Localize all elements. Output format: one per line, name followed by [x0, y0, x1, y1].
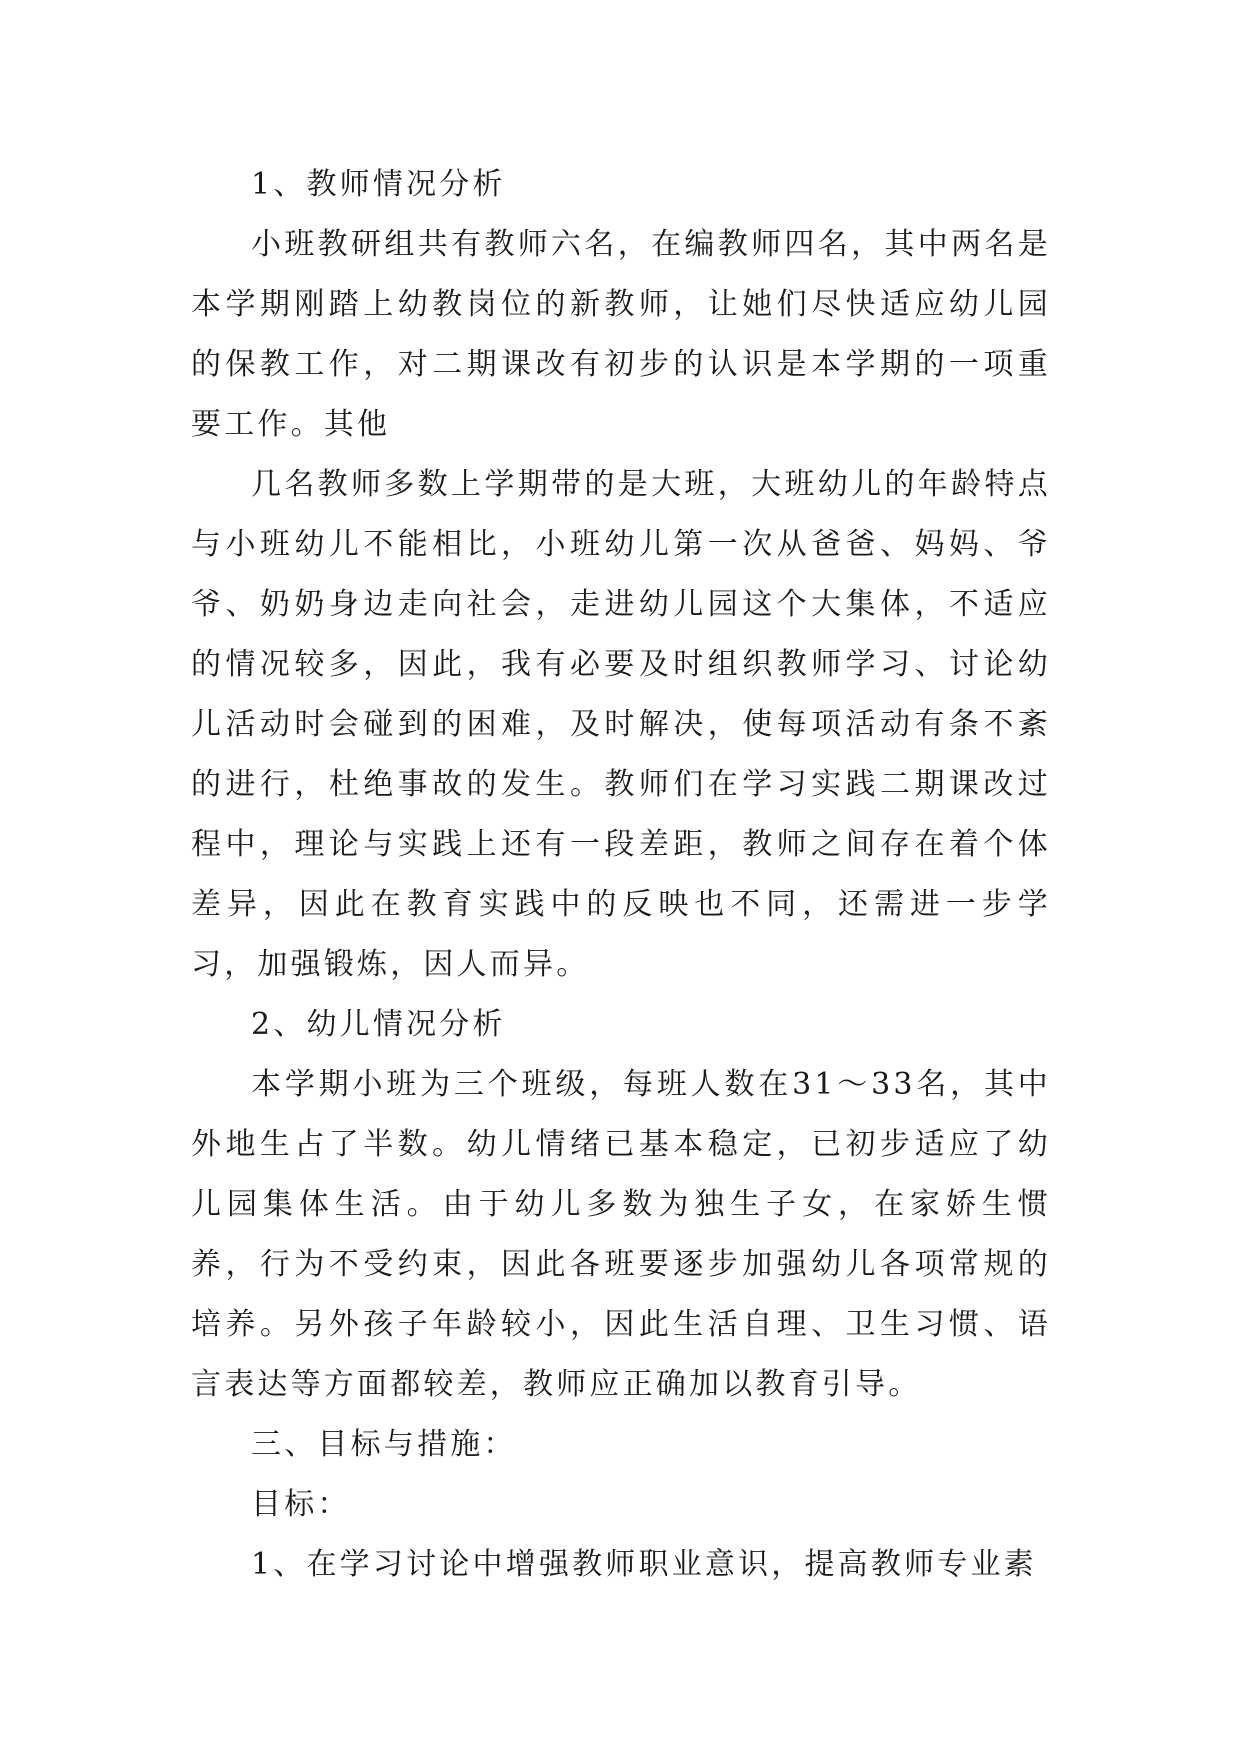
paragraph-teacher-experience: 几名教师多数上学期带的是大班，大班幼儿的年龄特点与小班幼儿不能相比，小班幼儿第一次从爸爸、妈妈、爷爷、奶奶身边走向社会，走进幼儿园这个大集体，不适应的情况较多，因此，我有必要及时组织教师学习、讨论幼儿活动时会碰到的困难，及时解决，使每项活动有条不紊的进行，杜绝事故的发生。教师们在学习实践二期课改过程中，理论与实践上还有一段差距，教师之间存在着个体差异，因此在教育实践中的反映也不同，还需进一步学习，加强锻炼，因人而异。 [191, 467, 1051, 982]
paragraph-teacher-staffing: 小班教研组共有教师六名，在编教师四名，其中两名是本学期刚踏上幼教岗位的新教师，让她们尽快适应幼儿园的保教工作，对二期课改有初步的认识是本学期的一项重要工作。其他 [191, 227, 1051, 442]
paragraph-child-situation: 本学期小班为三个班级，每班人数在31～33名，其中外地生占了半数。幼儿情绪已基本稳定，已初步适应了幼儿园集体生活。由于幼儿多数为独生子女，在家娇生惯养，行为不受约束，因此各班要逐步加强幼儿各项常规的培养。另外孩子年龄较小，因此生活自理、卫生习惯、语言表达等方面都较差，教师应正确加以教育引导。 [191, 1067, 1051, 1402]
goal-item-1: 1、在学习讨论中增强教师职业意识，提高教师专业素 [251, 1547, 1037, 1582]
section-heading-teacher-analysis: 1、教师情况分析 [251, 167, 506, 202]
section-heading-goals-measures: 三、目标与措施： [251, 1427, 517, 1462]
subheading-goals: 目标： [251, 1487, 351, 1522]
section-heading-child-analysis: 2、幼儿情况分析 [251, 1007, 506, 1042]
document-page [191, 155, 1051, 1595]
